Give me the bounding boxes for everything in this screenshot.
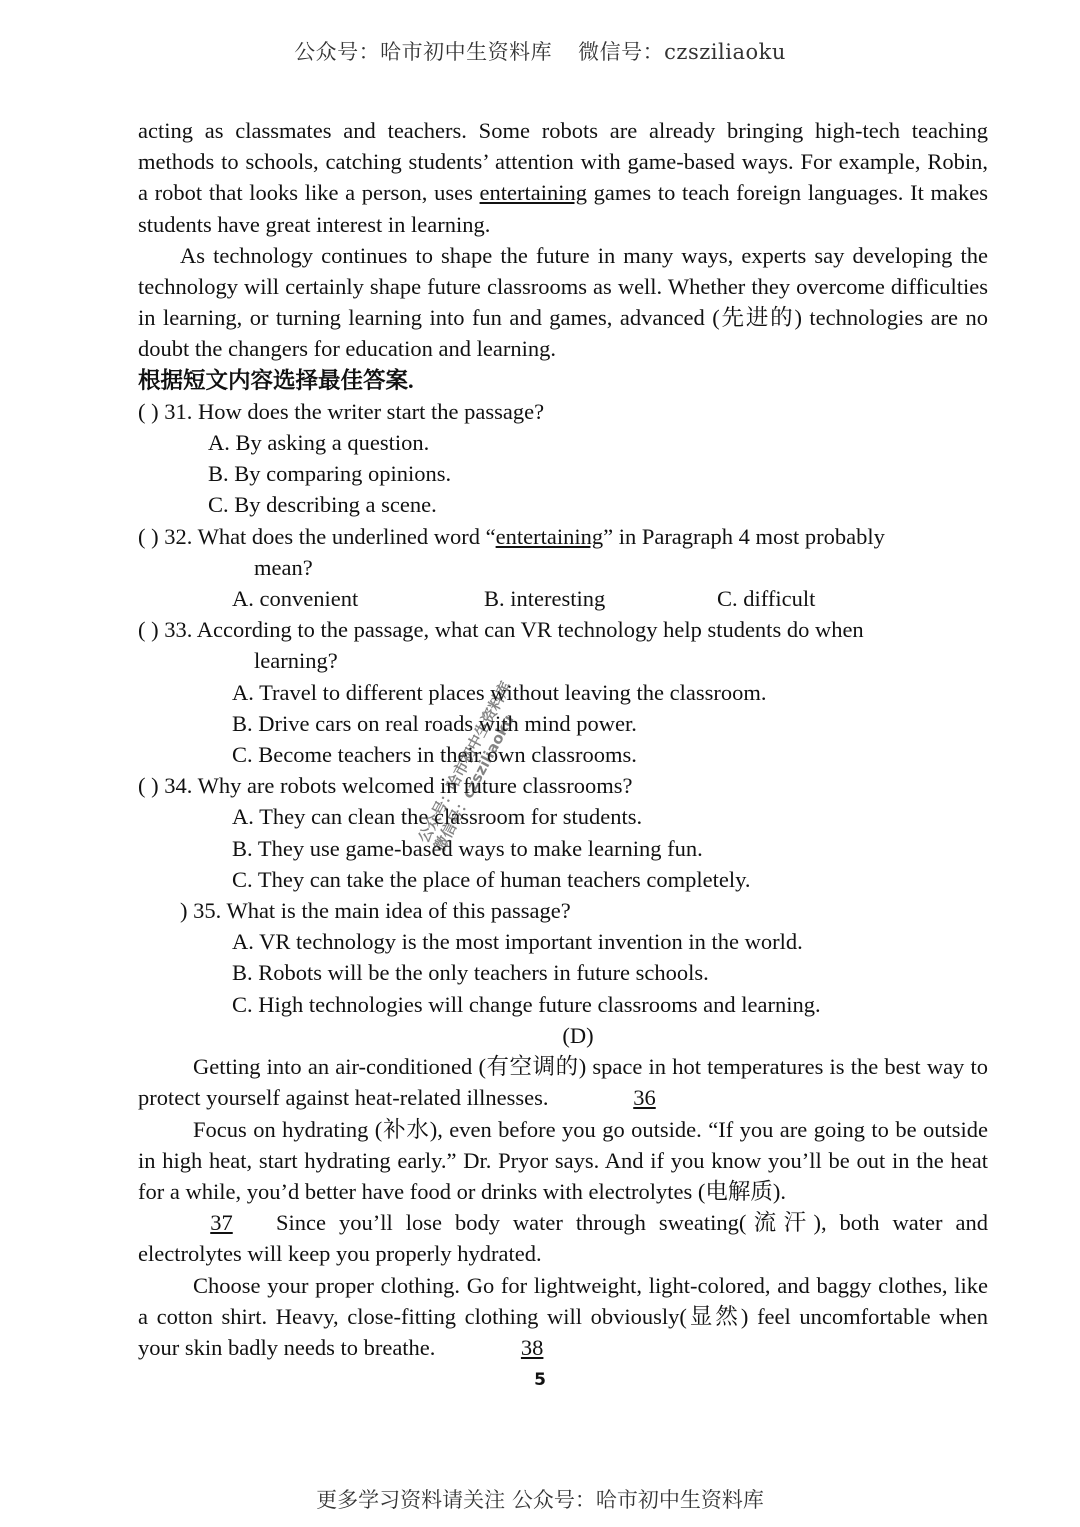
q35-option-b: B. Robots will be the only teachers in future schools. xyxy=(232,960,709,986)
question-32-stem: ( ) 32. What does the underlined word “entertaining” in Paragraph 4 most probably xyxy=(138,523,885,549)
question-33-stem-cont: learning? xyxy=(254,648,338,674)
q35-option-a: A. VR technology is the most important invention in the world. xyxy=(232,929,803,955)
underlined-word: entertaining xyxy=(479,180,587,206)
q34-option-a: A. They can clean the classroom for students. xyxy=(232,804,643,830)
q32-options xyxy=(138,583,988,614)
q31-option-c: C. By describing a scene. xyxy=(208,492,437,518)
q31-option-a: A. By asking a question. xyxy=(208,430,430,456)
page-number: 5 xyxy=(534,1370,546,1390)
section-d-paragraph-3: Choose your proper clothing. Go for lightweight, light-colored, and baggy clothes, like a cotton shirt. Heavy, close-fitting clothing will obviously(显然) feel uncomfortable when your skin badly needs to breathe. 38 xyxy=(138,1270,988,1364)
passage-paragraph-1: acting as classmates and teachers. Some robots are already bringing high-tech teaching methods to schools, catching students’ attention with game-based ways. For example, Robin, a robot that looks like a person, uses entertaining games to teach foreign languages. It makes students have great interest in learning. xyxy=(138,118,989,237)
q34-option-b: B. They use game-based ways to make learning fun. xyxy=(232,835,703,861)
q34-option-c: C. They can take the place of human teachers completely. xyxy=(232,866,751,892)
q33-option-b: B. Drive cars on real roads with mind power. xyxy=(232,710,637,736)
question-34-stem: ( ) 34. Why are robots welcomed in future classrooms? xyxy=(138,773,633,799)
q33-option-c: C. Become teachers in their own classrooms. xyxy=(232,742,637,768)
passage-paragraph-2: As technology continues to shape the future in many ways, experts say developing the technology will certainly shape future classrooms as well. Whether they overcome difficulties in learning, or turning learning into fun and games, advanced (先进的) technologies are no doubt the changers for education and learning. xyxy=(138,242,988,362)
blank-37: 37 xyxy=(210,1210,233,1236)
blank-36: 36 xyxy=(633,1085,656,1111)
wechat-label: 微信号：czsziliaoku xyxy=(578,40,786,64)
question-33-stem: ( ) 33. According to the passage, what can VR technology help students do when xyxy=(138,617,864,643)
section-d-title: (D) xyxy=(562,1022,594,1048)
page-footer: 更多学习资料请关注 公众号：哈市初中生资料库 xyxy=(316,1488,764,1512)
question-35-stem: ) 35. What is the main idea of this passage? xyxy=(180,898,571,924)
instruction: 根据短文内容选择最佳答案. xyxy=(138,367,414,393)
question-31-stem: ( ) 31. How does the writer start the passage? xyxy=(138,398,545,424)
page-header xyxy=(0,36,1080,66)
blank-38: 38 xyxy=(520,1334,544,1360)
watermark-stamp: 公众号：哈市初中生资料库 微信号：czsziliaoku xyxy=(414,678,518,855)
underlined-word-q32: entertaining xyxy=(495,523,604,549)
q32-option-b: B. interesting xyxy=(484,586,606,612)
account-label: 公众号：哈市初中生资料库 xyxy=(294,40,553,64)
q31-option-b: B. By comparing opinions. xyxy=(208,461,452,487)
page-content xyxy=(138,115,988,1363)
q32-option-c: C. difficult xyxy=(717,586,816,612)
q35-option-c: C. High technologies will change future classrooms and learning. xyxy=(232,991,821,1017)
section-d-paragraph-2: Focus on hydrating (补水), even before you go outside. “If you are going to be outside in high heat, start hydrating early.” Dr. Pryor says. And if you know you’ll be out in the heat for a while, you’d better have food or drinks with electrolytes (电解质). 37 Since you’ll lose body water through sweating(流汗), both water and electrolytes will keep you properly hydrated. xyxy=(138,1116,988,1267)
question-32-stem-cont: mean? xyxy=(254,554,313,580)
q32-option-a: A. convenient xyxy=(232,586,359,612)
section-d-paragraph-1: Getting into an air-conditioned (有空调的) space in hot temperatures is the best way to protect yourself against heat-related illnesses. 36 xyxy=(138,1051,988,1113)
q33-option-a: A. Travel to different places without leaving the classroom. xyxy=(232,679,767,705)
